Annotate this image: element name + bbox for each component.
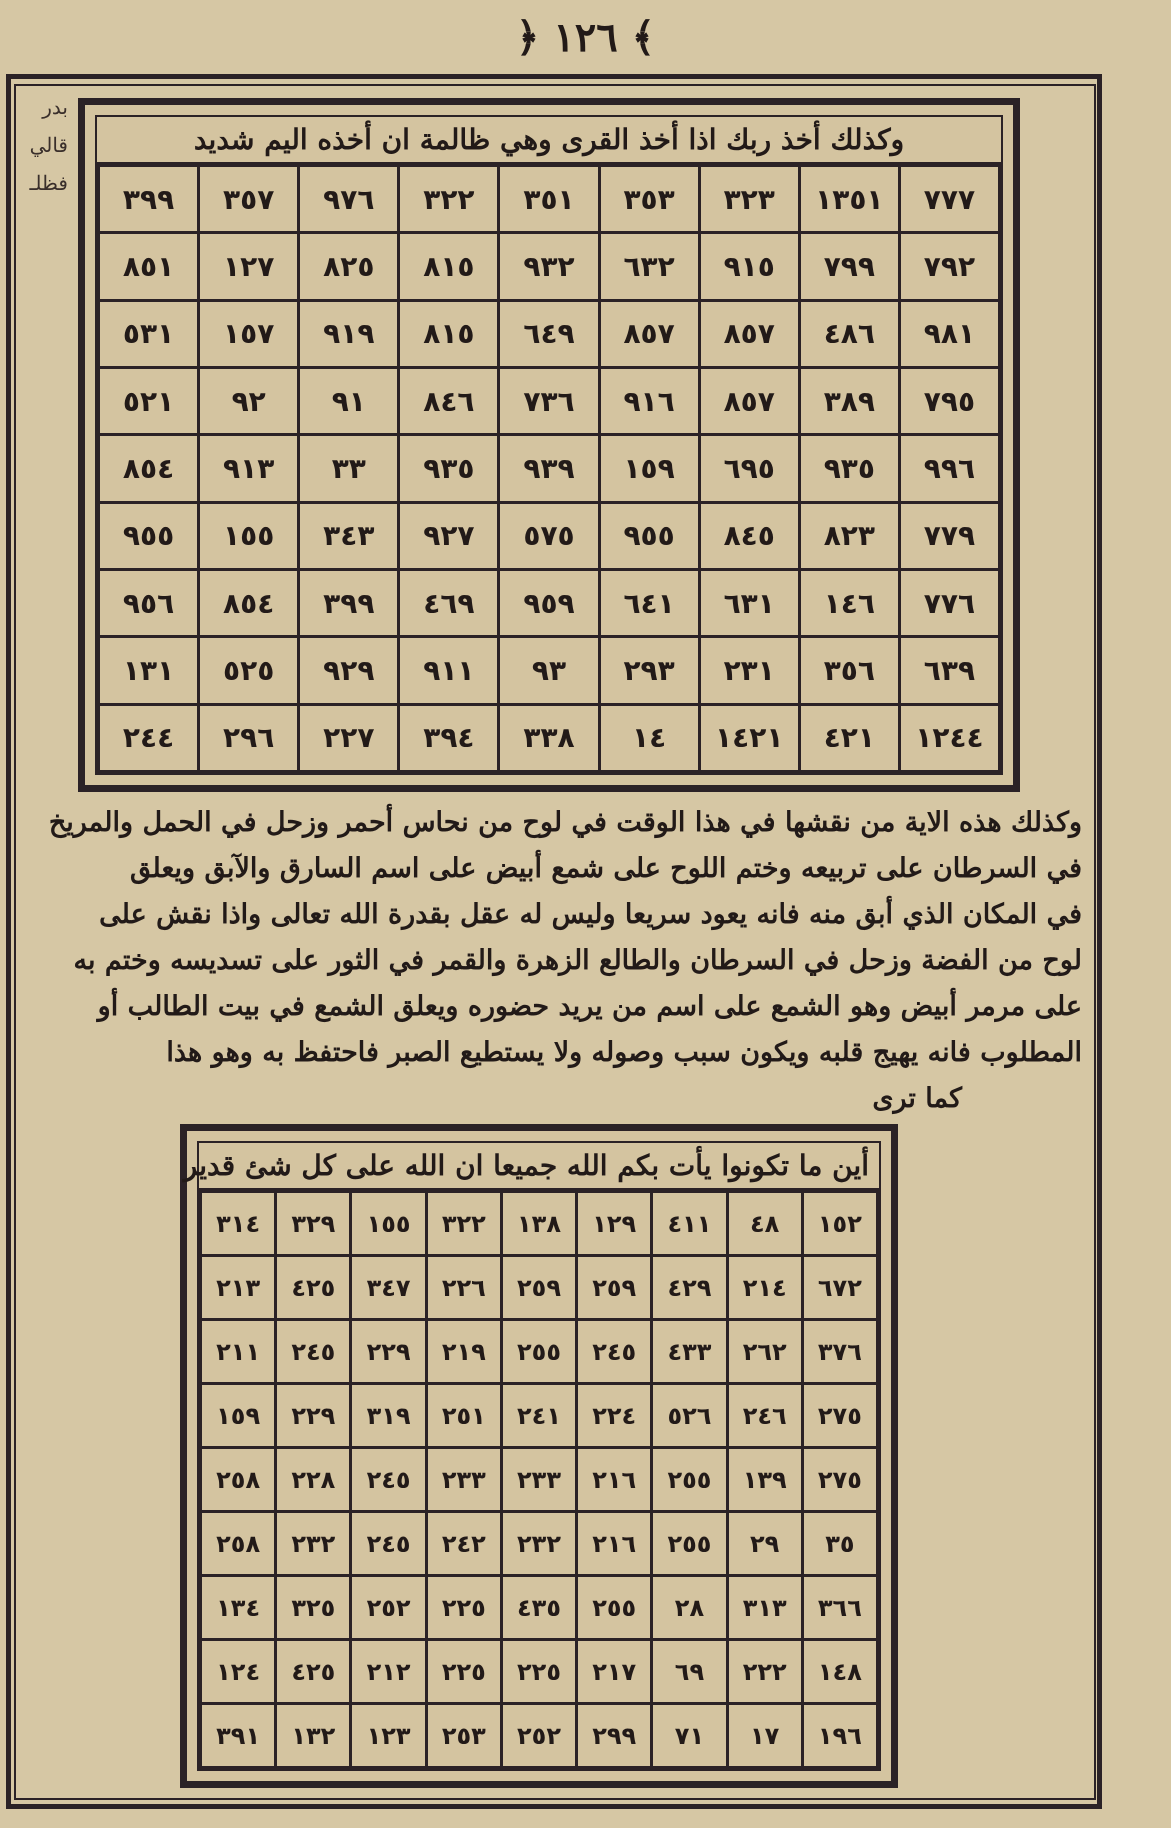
table-cell: ٧٩٢: [899, 233, 999, 300]
table-cell: ٢٤٥: [276, 1320, 351, 1384]
table-cell: ٢١٤: [727, 1256, 802, 1320]
table-cell: ٢١٣: [201, 1256, 276, 1320]
table-cell: ١٣٩: [727, 1448, 802, 1512]
table-cell: ٤٢٩: [652, 1256, 727, 1320]
table-cell: ٣٢٣: [699, 166, 799, 233]
table-row: [201, 1640, 878, 1704]
table-cell: ١٣١: [99, 637, 199, 704]
paragraph-line: على مرمر أبيض وهو الشمع على اسم من يريد حضوره ويعلق الشمع في بيت الطالب أو: [97, 991, 1082, 1022]
table-cell: ٢٣٣: [426, 1448, 501, 1512]
table-cell: ٢٢٩: [276, 1384, 351, 1448]
table-cell: ٢٢٩: [351, 1320, 426, 1384]
table-cell: ٨٥٧: [699, 367, 799, 434]
body-paragraph: [20, 800, 1082, 1122]
table-cell: ٩١٦: [599, 367, 699, 434]
table-cell: ٢١٦: [577, 1512, 652, 1576]
table-cell: ٣٣٨: [499, 704, 599, 771]
table-cell: ٤١١: [652, 1192, 727, 1256]
table-cell: ٢٥٢: [501, 1704, 576, 1768]
table-cell: ٢٩٦: [199, 704, 299, 771]
margin-fragment-line: بدر: [42, 95, 68, 119]
table-cell: ٤٣٥: [501, 1576, 576, 1640]
table-cell: ٥٢٦: [652, 1384, 727, 1448]
table-cell: ٩١٩: [299, 300, 399, 367]
margin-fragment: [0, 88, 72, 288]
table-cell: ٢٤٥: [351, 1448, 426, 1512]
table-cell: ٢٥٥: [652, 1448, 727, 1512]
table-cell: ٦٣٩: [899, 637, 999, 704]
table-cell: ٥٧٥: [499, 502, 599, 569]
table-cell: ٨٥٤: [99, 435, 199, 502]
table-row: [99, 166, 1000, 233]
table-cell: ١٤٢١: [699, 704, 799, 771]
table-cell: ٢٢٦: [426, 1256, 501, 1320]
table-cell: ٢٢٢: [727, 1640, 802, 1704]
table-cell: ٢٣١: [699, 637, 799, 704]
table-row: [201, 1448, 878, 1512]
table-cell: ٢٥٩: [577, 1256, 652, 1320]
table-cell: ٢٢٥: [426, 1640, 501, 1704]
table-cell: ٢٧٥: [802, 1384, 877, 1448]
table-cell: ٤٢٥: [276, 1640, 351, 1704]
table-cell: ٧٧٩: [899, 502, 999, 569]
table-row: [99, 502, 1000, 569]
table-cell: ٤٣٣: [652, 1320, 727, 1384]
paragraph-line: لوح من الفضة وزحل في السرطان والطالع الزهرة والقمر في الثور على تسديسه وختم به: [73, 945, 1082, 976]
margin-fragment-line: فظلـ: [29, 171, 68, 195]
table-cell: ١٥٩: [201, 1384, 276, 1448]
table-cell: ٣٢٥: [276, 1576, 351, 1640]
table-cell: ٣٥١: [499, 166, 599, 233]
paragraph-line: في السرطان على تربيعه وختم اللوح على شمع أبيض على اسم السارق والآبق ويعلق: [130, 853, 1082, 884]
table-cell: ٣٥٣: [599, 166, 699, 233]
table-1-grid: [97, 164, 1001, 773]
table-cell: ٣٤٣: [299, 502, 399, 569]
table-cell: ٢١٦: [577, 1448, 652, 1512]
table-cell: ٤٨: [727, 1192, 802, 1256]
table-cell: ٢١٧: [577, 1640, 652, 1704]
table-cell: ٢٥٥: [501, 1320, 576, 1384]
table-cell: ١٢٤٤: [899, 704, 999, 771]
table-cell: ٢٥٨: [201, 1448, 276, 1512]
table-cell: ٩٢٩: [299, 637, 399, 704]
table-cell: ٤٢١: [799, 704, 899, 771]
table-cell: ٩١٥: [699, 233, 799, 300]
table-cell: ٩٣٥: [399, 435, 499, 502]
margin-fragment-line: قالي: [29, 133, 68, 157]
table-cell: ١٤: [599, 704, 699, 771]
table-cell: ٣١٣: [727, 1576, 802, 1640]
paragraph-line: كما ترى: [872, 1083, 962, 1114]
table-cell: ١٥٢: [802, 1192, 877, 1256]
table-cell: ٣٧٦: [802, 1320, 877, 1384]
table-cell: ٨٢٣: [799, 502, 899, 569]
table-cell: ١٣٥١: [799, 166, 899, 233]
table-cell: ٧٣٦: [499, 367, 599, 434]
table-cell: ٦٤١: [599, 569, 699, 636]
table-cell: ٦٣١: [699, 569, 799, 636]
table-cell: ٢٤٥: [351, 1512, 426, 1576]
table-cell: ٩٢: [199, 367, 299, 434]
table-cell: ٢٥٢: [351, 1576, 426, 1640]
table-row: [201, 1256, 878, 1320]
table-cell: ٦٩٥: [699, 435, 799, 502]
table-row: [201, 1384, 878, 1448]
table-row: [201, 1704, 878, 1768]
table-cell: ٢١٩: [426, 1320, 501, 1384]
table-cell: ٢٢٧: [299, 704, 399, 771]
table-cell: ٢٥٩: [501, 1256, 576, 1320]
table-cell: ٩٣٩: [499, 435, 599, 502]
table-cell: ٢٤٥: [577, 1320, 652, 1384]
table-cell: ١٤٦: [799, 569, 899, 636]
table-cell: ٨٥١: [99, 233, 199, 300]
table-cell: ٣٥: [802, 1512, 877, 1576]
table-cell: ٤٨٦: [799, 300, 899, 367]
table-cell: ٩٥٥: [599, 502, 699, 569]
table-cell: ٢١٢: [351, 1640, 426, 1704]
table-cell: ٩٥٥: [99, 502, 199, 569]
table-cell: ٢٤٦: [727, 1384, 802, 1448]
table-cell: ٩٥٦: [99, 569, 199, 636]
table-cell: ٢٤١: [501, 1384, 576, 1448]
table-1-heading: وكذلك أخذ ربك اذا أخذ القرى وهي ظالمة ان أخذه اليم شديد: [97, 117, 1001, 164]
table-cell: ٨٤٦: [399, 367, 499, 434]
table-cell: ٢٥٨: [201, 1512, 276, 1576]
table-cell: ٣٤٧: [351, 1256, 426, 1320]
table-cell: ٨٥٧: [599, 300, 699, 367]
table-cell: ٢٦٢: [727, 1320, 802, 1384]
table-cell: ٨٥٧: [699, 300, 799, 367]
table-cell: ٨٢٥: [299, 233, 399, 300]
table-cell: ٢٣٢: [501, 1512, 576, 1576]
table-row: [201, 1192, 878, 1256]
table-cell: ٩١٣: [199, 435, 299, 502]
table-cell: ٣١٤: [201, 1192, 276, 1256]
table-cell: ٥٢١: [99, 367, 199, 434]
table-cell: ٧٩٩: [799, 233, 899, 300]
paragraph-line: في المكان الذي أبق منه فانه يعود سريعا وليس له عقل بقدرة الله تعالى واذا نقش على: [99, 899, 1082, 930]
table-cell: ٩٩٦: [899, 435, 999, 502]
table-row: [99, 435, 1000, 502]
page-number: ﴿ ١٢٦ ﴾: [515, 14, 656, 61]
table-2-heading: أين ما تكونوا يأت بكم الله جميعا ان الله على كل شئ قدير: [199, 1143, 879, 1190]
table-cell: ٩٣٢: [499, 233, 599, 300]
table-row: [99, 637, 1000, 704]
table-cell: ٦٤٩: [499, 300, 599, 367]
table-cell: ٩٨١: [899, 300, 999, 367]
table-cell: ٣٩٤: [399, 704, 499, 771]
table-cell: ٧١: [652, 1704, 727, 1768]
table-row: [99, 233, 1000, 300]
table-cell: ٩٥٩: [499, 569, 599, 636]
table-cell: ٢٩٣: [599, 637, 699, 704]
table-cell: ١٥٥: [199, 502, 299, 569]
table-cell: ٧٧٧: [899, 166, 999, 233]
table-cell: ٢٥٣: [426, 1704, 501, 1768]
table-cell: ٢٧٥: [802, 1448, 877, 1512]
table-cell: ١٣٢: [276, 1704, 351, 1768]
table-cell: ٣٥٦: [799, 637, 899, 704]
table-cell: ١٣٤: [201, 1576, 276, 1640]
table-cell: ١٥٥: [351, 1192, 426, 1256]
table-cell: ٩١: [299, 367, 399, 434]
table-cell: ٢٩٩: [577, 1704, 652, 1768]
table-cell: ٢٩: [727, 1512, 802, 1576]
table-cell: ٤٦٩: [399, 569, 499, 636]
table-cell: ١٢٤: [201, 1640, 276, 1704]
table-cell: ١٥٩: [599, 435, 699, 502]
table-cell: ٨١٥: [399, 233, 499, 300]
table-cell: ١٥٧: [199, 300, 299, 367]
table-cell: ١٣٨: [501, 1192, 576, 1256]
table-cell: ٢٥٥: [577, 1576, 652, 1640]
table-cell: ٢٣٣: [501, 1448, 576, 1512]
table-row: [99, 367, 1000, 434]
table-cell: ٧٩٥: [899, 367, 999, 434]
table-cell: ٣٩٩: [299, 569, 399, 636]
table-cell: ٥٣١: [99, 300, 199, 367]
table-cell: ٨٥٤: [199, 569, 299, 636]
table-cell: ١٤٨: [802, 1640, 877, 1704]
table-cell: ٣٨٩: [799, 367, 899, 434]
table-cell: ٥٢٥: [199, 637, 299, 704]
table-cell: ٣٢٢: [399, 166, 499, 233]
magic-square-table-2: [180, 1124, 898, 1788]
table-cell: ٣٣: [299, 435, 399, 502]
table-cell: ٢٥١: [426, 1384, 501, 1448]
table-cell: ٦٧٢: [802, 1256, 877, 1320]
table-cell: ١٢٩: [577, 1192, 652, 1256]
table-cell: ٤٢٥: [276, 1256, 351, 1320]
table-cell: ٣٩١: [201, 1704, 276, 1768]
table-cell: ٦٩: [652, 1640, 727, 1704]
table-cell: ٨٤٥: [699, 502, 799, 569]
table-cell: ٩٢٧: [399, 502, 499, 569]
table-2-grid: [199, 1190, 879, 1769]
magic-square-table-1: [78, 98, 1020, 792]
table-cell: ٢٢٤: [577, 1384, 652, 1448]
table-cell: ٣٥٧: [199, 166, 299, 233]
table-cell: ٧٧٦: [899, 569, 999, 636]
table-row: [99, 704, 1000, 771]
table-cell: ٢٢٨: [276, 1448, 351, 1512]
table-cell: ٣٩٩: [99, 166, 199, 233]
paragraph-line: وكذلك هذه الاية من نقشها في هذا الوقت في لوح من نحاس أحمر وزحل في الحمل والمريخ: [48, 807, 1082, 838]
table-cell: ٣٢٢: [426, 1192, 501, 1256]
table-cell: ٢٢٥: [501, 1640, 576, 1704]
table-cell: ٣٦٦: [802, 1576, 877, 1640]
table-cell: ٩١١: [399, 637, 499, 704]
table-cell: ٢٤٢: [426, 1512, 501, 1576]
table-cell: ١٩٦: [802, 1704, 877, 1768]
table-cell: ٩٣٥: [799, 435, 899, 502]
table-cell: ٩٣: [499, 637, 599, 704]
table-cell: ٦٣٢: [599, 233, 699, 300]
table-cell: ٣٢٩: [276, 1192, 351, 1256]
table-cell: ١٢٧: [199, 233, 299, 300]
table-cell: ٢٤٤: [99, 704, 199, 771]
table-cell: ٩٧٦: [299, 166, 399, 233]
table-cell: ٢١١: [201, 1320, 276, 1384]
table-row: [99, 569, 1000, 636]
table-cell: ٣١٩: [351, 1384, 426, 1448]
table-row: [99, 300, 1000, 367]
table-cell: ٨١٥: [399, 300, 499, 367]
table-cell: ٢٥٥: [652, 1512, 727, 1576]
table-cell: ٢٣٢: [276, 1512, 351, 1576]
table-row: [201, 1576, 878, 1640]
table-cell: ١٢٣: [351, 1704, 426, 1768]
table-row: [201, 1320, 878, 1384]
table-cell: ٢٨: [652, 1576, 727, 1640]
paragraph-line: المطلوب فانه يهيج قلبه ويكون سبب وصوله ولا يستطيع الصبر فاحتفظ به وهو هذا: [166, 1037, 1082, 1068]
table-cell: ١٧: [727, 1704, 802, 1768]
table-row: [201, 1512, 878, 1576]
table-cell: ٢٢٥: [426, 1576, 501, 1640]
